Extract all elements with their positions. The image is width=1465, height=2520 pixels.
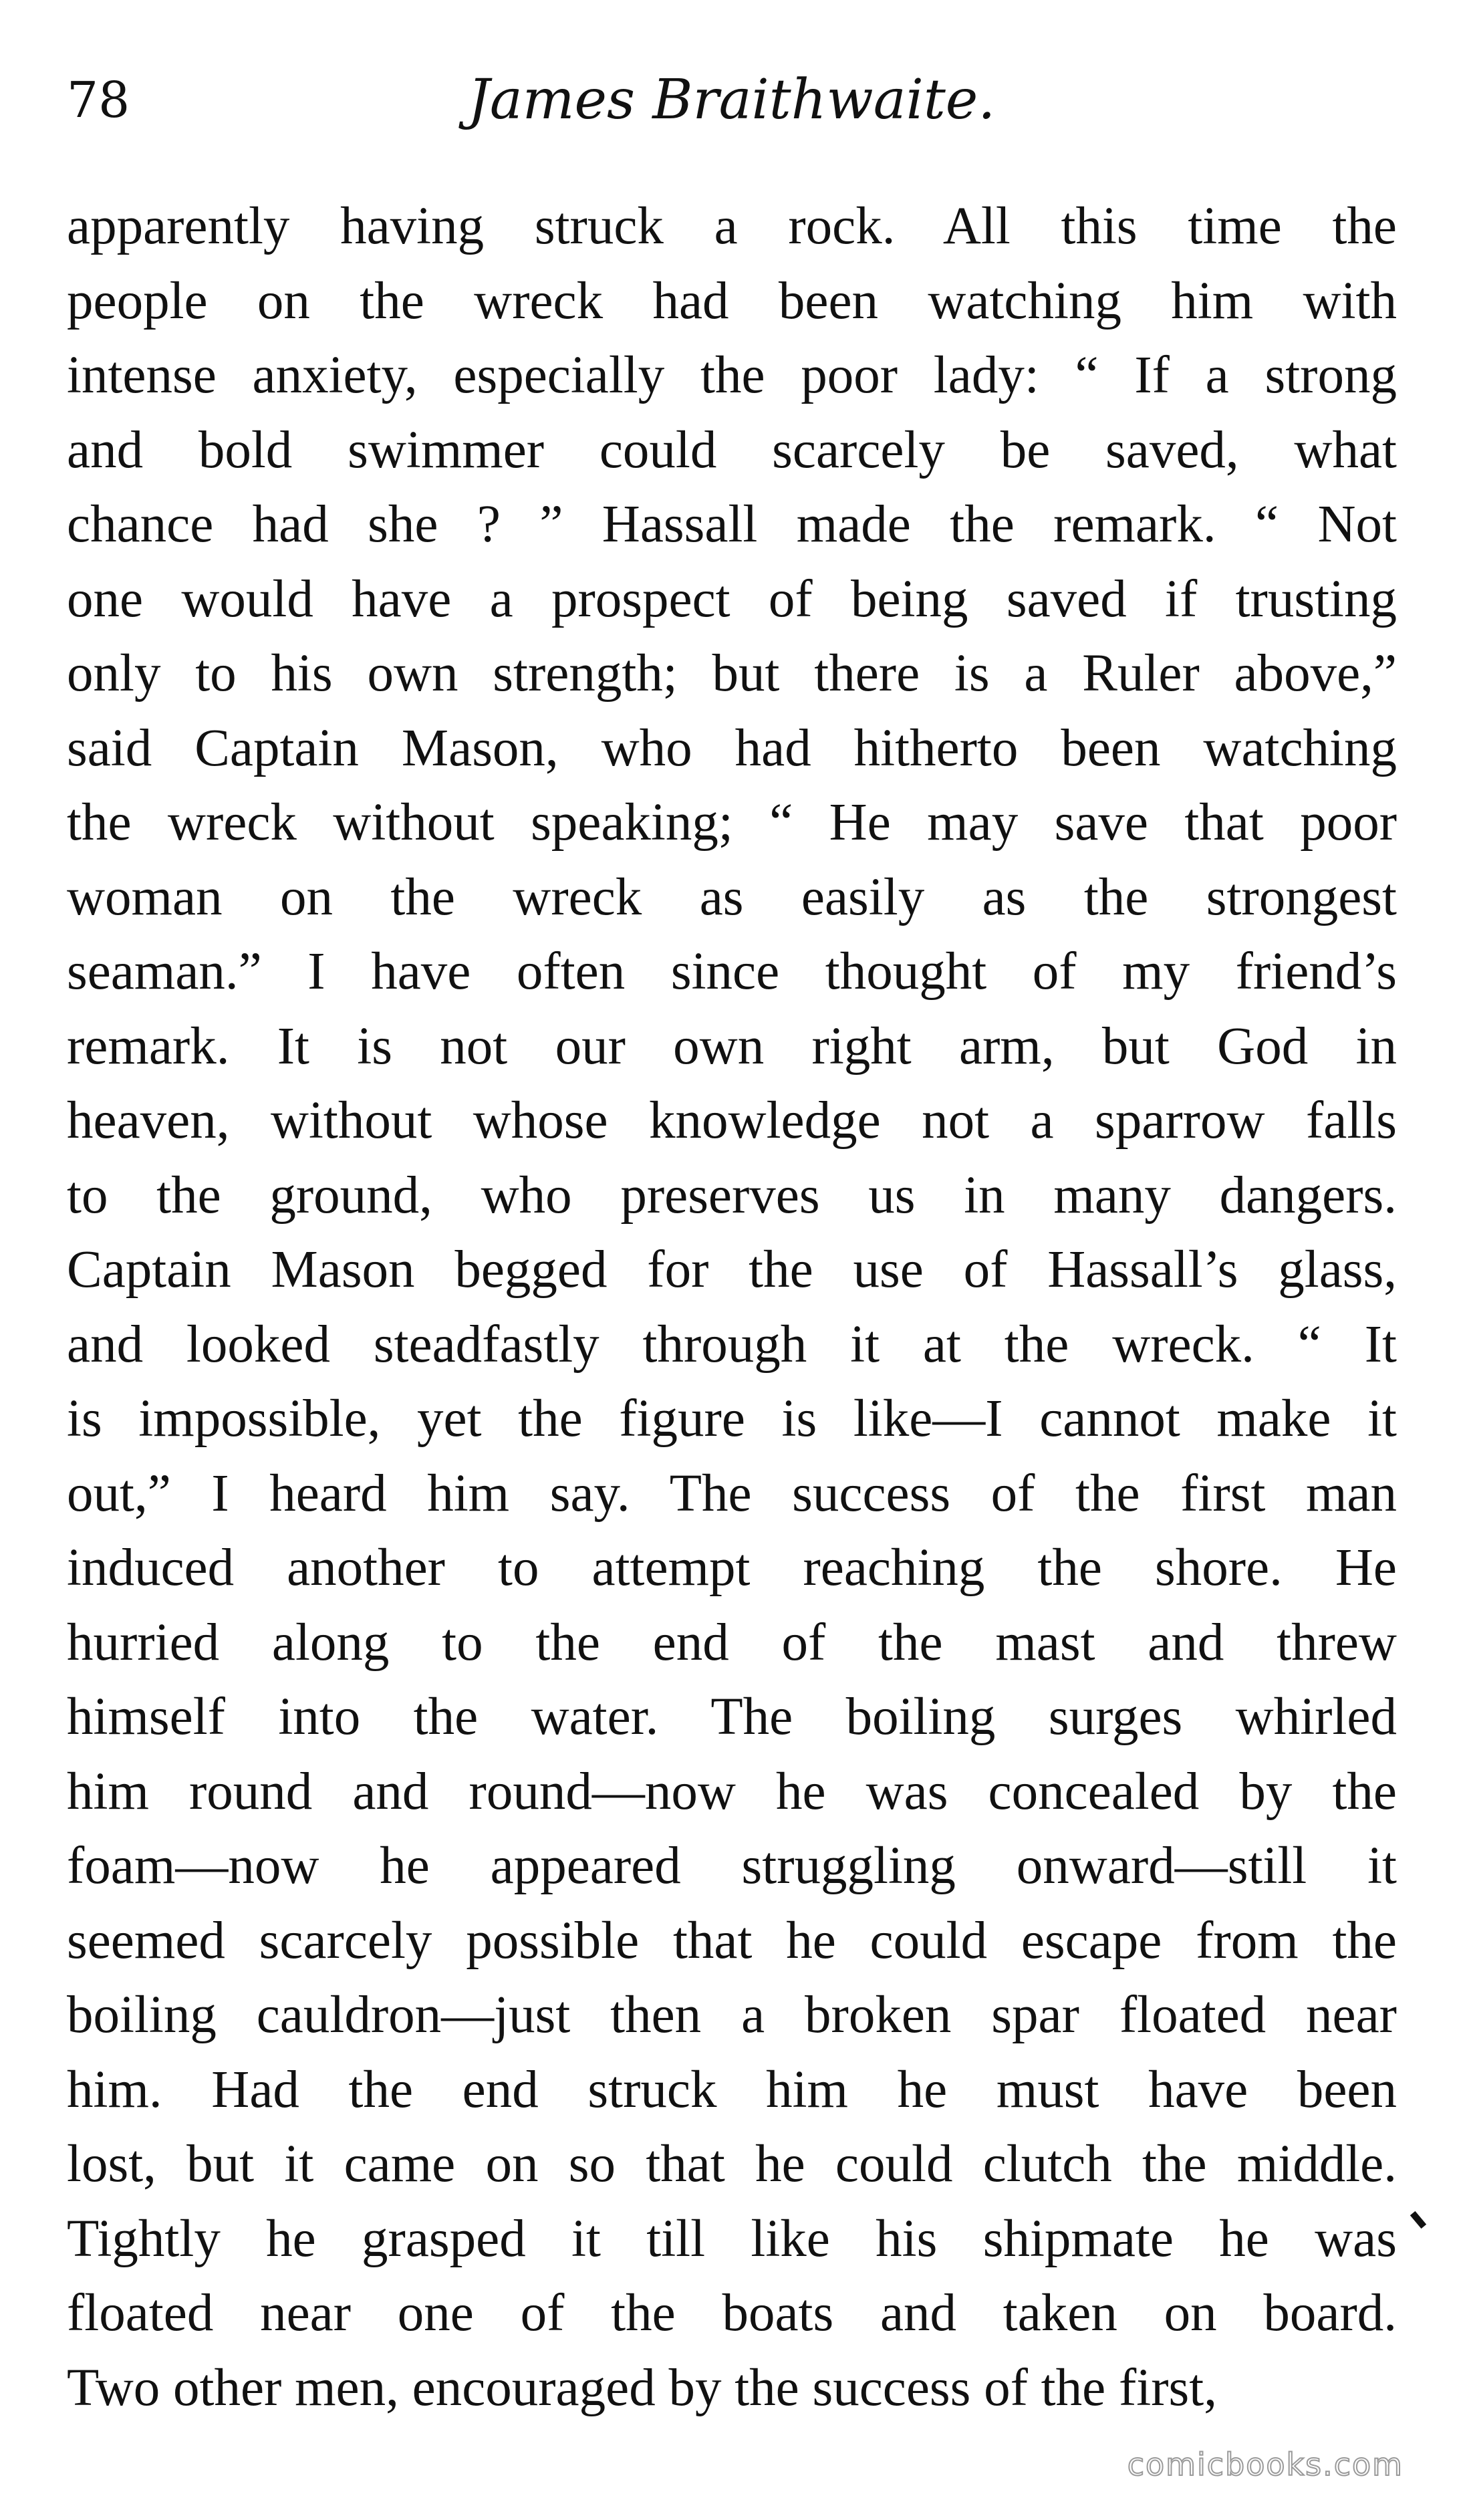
- text-line: seaman.” I have often since thought of my friend’s: [67, 942, 1397, 1001]
- text-line: chance had she ? ” Hassall made the remark. “ Not: [67, 495, 1397, 553]
- text-line: remark. It is not our own right arm, but God in: [67, 1017, 1397, 1076]
- body-text: [67, 189, 1397, 2425]
- page-header: [67, 67, 1397, 154]
- text-line: said Captain Mason, who had hitherto been watching: [67, 719, 1397, 777]
- text-line: hurried along to the end of the mast and threw: [67, 1613, 1397, 1672]
- text-line: one would have a prospect of being saved if trusting: [67, 570, 1397, 628]
- text-line: Tightly he grasped it till like his shipmate he was: [67, 2209, 1397, 2268]
- text-line: and bold swimmer could scarcely be saved, what: [67, 420, 1397, 479]
- watermark: comicbooks.com: [1127, 2446, 1404, 2483]
- text-line: the wreck without speaking; “ He may save that poor: [67, 793, 1397, 852]
- text-line: is impossible, yet the figure is like—I cannot make it: [67, 1390, 1397, 1448]
- text-line: foam—now he appeared struggling onward—still it: [67, 1837, 1397, 1895]
- text-line: induced another to attempt reaching the shore. He: [67, 1539, 1397, 1597]
- text-line: seemed scarcely possible that he could escape from the: [67, 1911, 1397, 1970]
- text-line: him round and round—now he was concealed by the: [67, 1762, 1397, 1821]
- text-line: heaven, without whose knowledge not a sparrow falls: [67, 1092, 1397, 1150]
- text-line: apparently having struck a rock. All this time the: [67, 197, 1397, 255]
- text-line: intense anxiety, especially the poor lady: “ If a strong: [67, 346, 1397, 404]
- text-line: himself into the water. The boiling surges whirled: [67, 1688, 1397, 1746]
- text-line: only to his own strength; but there is a Ruler above,”: [67, 644, 1397, 703]
- margin-mark: [1410, 2211, 1426, 2229]
- page-number: 78: [67, 72, 130, 129]
- text-line: lost, but it came on so that he could clutch the middle.: [67, 2135, 1397, 2193]
- text-line: to the ground, who preserves us in many dangers.: [67, 1166, 1397, 1225]
- text-line: out,” I heard him say. The success of the first man: [67, 1464, 1397, 1523]
- text-line: woman on the wreck as easily as the strongest: [67, 868, 1397, 926]
- text-line: Captain Mason begged for the use of Hassall’s glass,: [67, 1241, 1397, 1299]
- text-line: boiling cauldron—just then a broken spar floated near: [67, 1986, 1397, 2044]
- text-line: floated near one of the boats and taken on board.: [67, 2284, 1397, 2342]
- text-line: him. Had the end struck him he must have been: [67, 2060, 1397, 2119]
- running-title: James Braithwaite.: [468, 68, 996, 132]
- text-line: people on the wreck had been watching him with: [67, 271, 1397, 330]
- text-line: and looked steadfastly through it at the wreck. “ It: [67, 1315, 1397, 1374]
- text-line: Two other men, encouraged by the success of the first,: [67, 2358, 1217, 2417]
